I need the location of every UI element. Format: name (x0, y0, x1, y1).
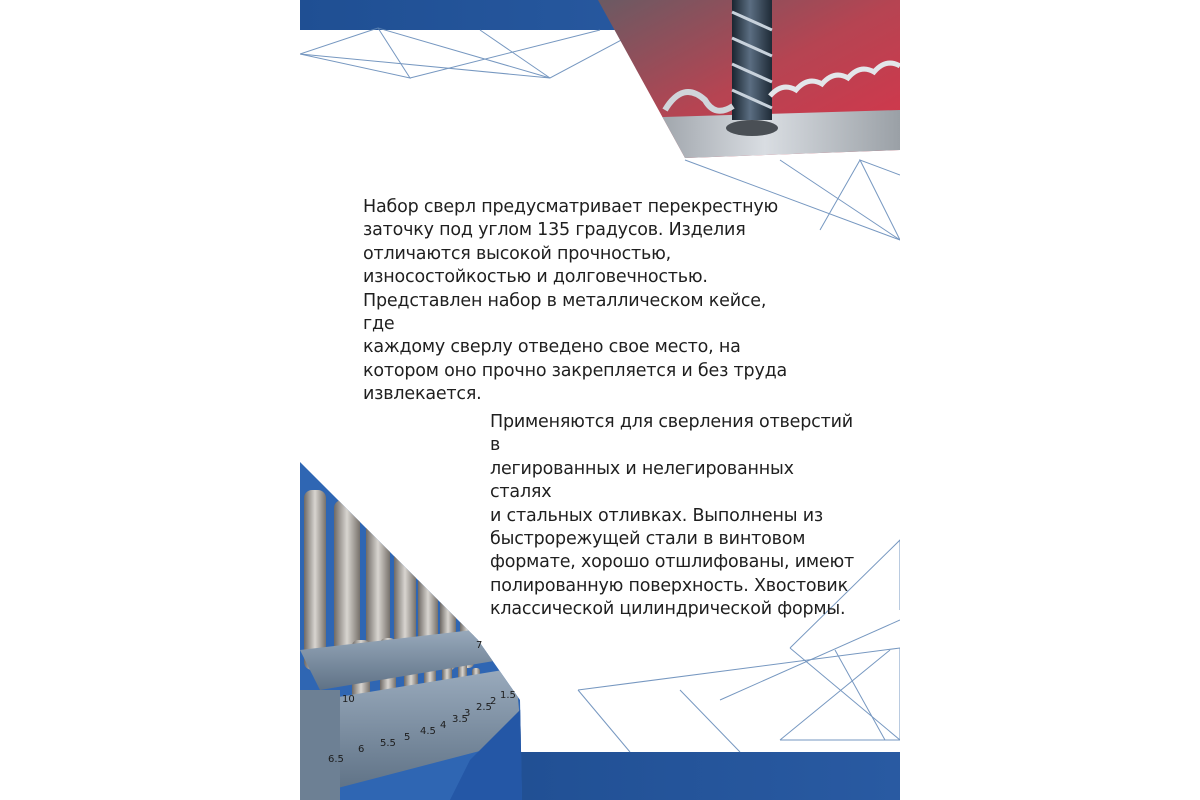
product-description-page (300, 0, 900, 800)
case-size-label: 4 (440, 720, 447, 731)
description-paragraph-2: Применяются для сверления отверстий в легированных и нелегированных сталях и стальных отливках. Выполнены из быстрорежущей стали в винтовом формате, хорошо отшлифованы, имеют полированную поверхность. Хвостовик классической цилиндрической формы. (490, 412, 854, 620)
case-size-label: 6.5 (328, 754, 344, 765)
case-size-label: 2.5 (476, 702, 492, 713)
case-size-label: 4.5 (420, 726, 436, 737)
case-size-label: 7 (476, 640, 483, 651)
case-size-label: 3.5 (452, 714, 468, 725)
case-size-label: 6 (358, 744, 365, 755)
case-size-label: 10 (342, 694, 355, 705)
case-size-label: 3 (464, 708, 471, 719)
case-size-label: 5 (404, 732, 411, 743)
case-size-label: 1.5 (500, 690, 516, 701)
description-paragraph-1: Набор сверл предусматривает перекрестную заточку под углом 135 градусов. Изделия отличаются высокой прочностью, износостойкостью и долговечностью. Представлен набор в металлическом кейсе, где каждому сверлу отведено свое место, на котором оно прочно закрепляется и без труда извлекается. (363, 197, 788, 405)
case-size-label: 5.5 (380, 738, 396, 749)
case-size-label: 2 (490, 696, 497, 707)
